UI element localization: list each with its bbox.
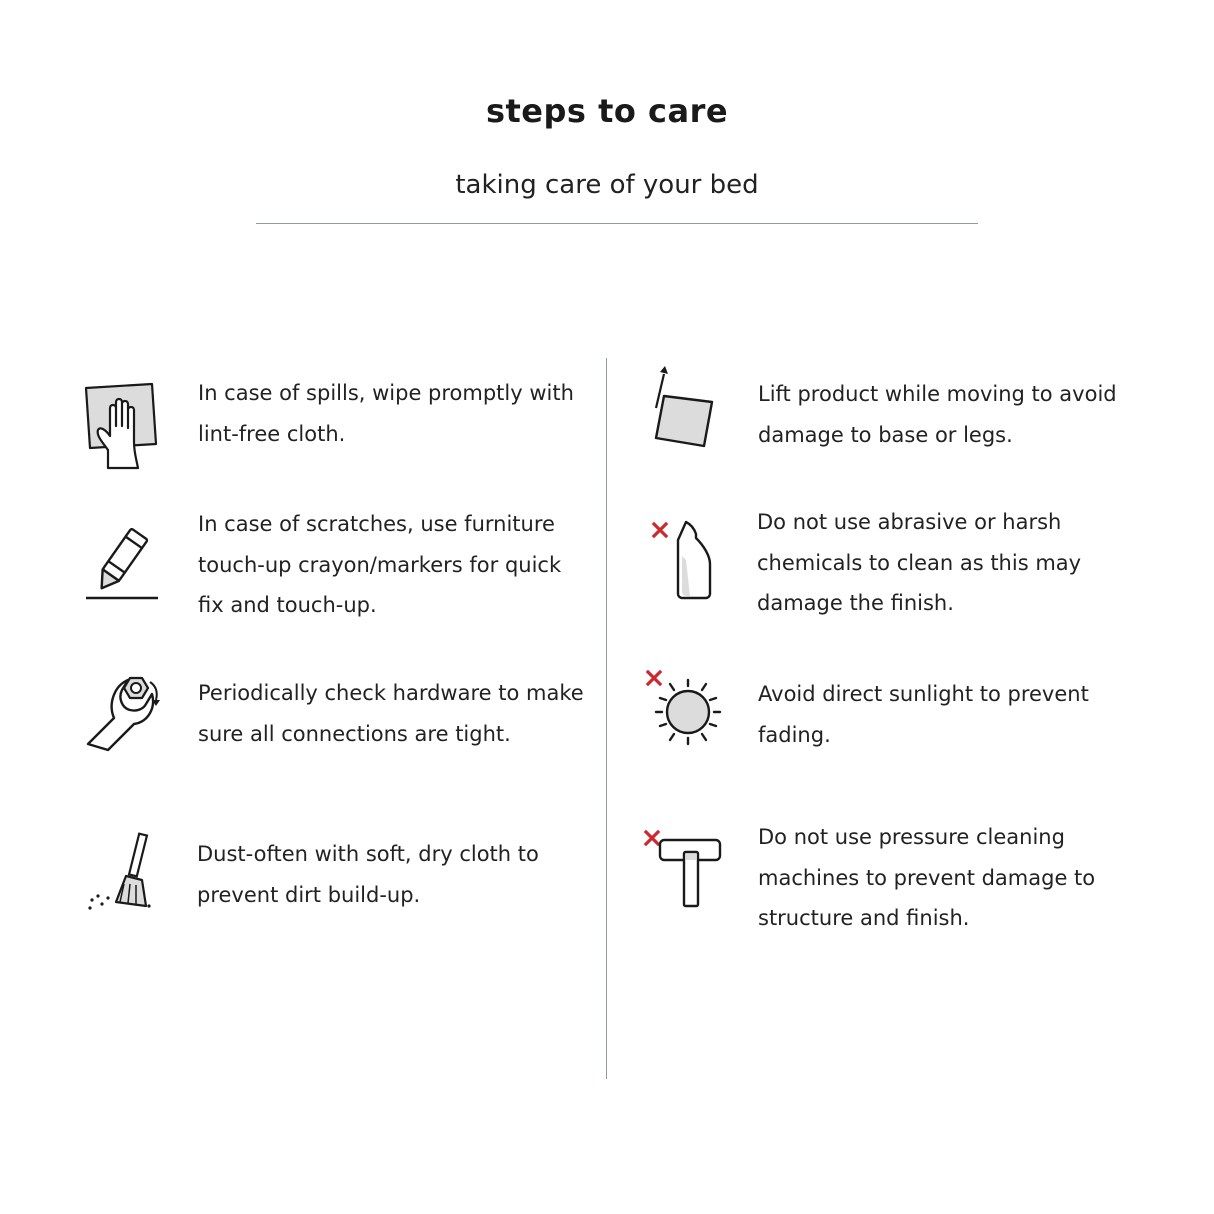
care-item-text: In case of scratches, use furniture touch-up crayon/markers for quick fix and touch-up. [198,512,562,617]
care-item-text: Lift product while moving to avoid damage to base or legs. [758,382,1117,447]
no-chemical-bottle-icon [646,516,722,602]
wrench-nut-icon [84,674,168,758]
crayon-touch-up-icon [84,524,164,604]
care-item-text: Dust-often with soft, dry cloth to prevent dirt build-up. [197,842,539,907]
dusting-brush-icon [86,832,156,914]
care-item-text: Periodically check hardware to make sure all connections are tight. [198,681,584,746]
lift-box-icon [646,366,718,452]
no-pressure-cleaner-icon [640,826,724,910]
no-sunlight-icon [640,664,728,752]
care-item-text: In case of spills, wipe promptly with lint-free cloth. [198,381,574,446]
care-item-text: Avoid direct sunlight to prevent fading. [758,682,1089,747]
care-item-text: Do not use abrasive or harsh chemicals to clean as this may damage the finish. [757,510,1082,615]
header-divider [256,223,978,224]
care-item-text: Do not use pressure cleaning machines to prevent damage to structure and finish. [758,825,1096,930]
page-title: steps to care [485,92,729,130]
column-divider [606,358,607,1079]
page-subtitle: taking care of your bed [455,170,759,200]
hand-wipe-cloth-icon [80,380,160,472]
